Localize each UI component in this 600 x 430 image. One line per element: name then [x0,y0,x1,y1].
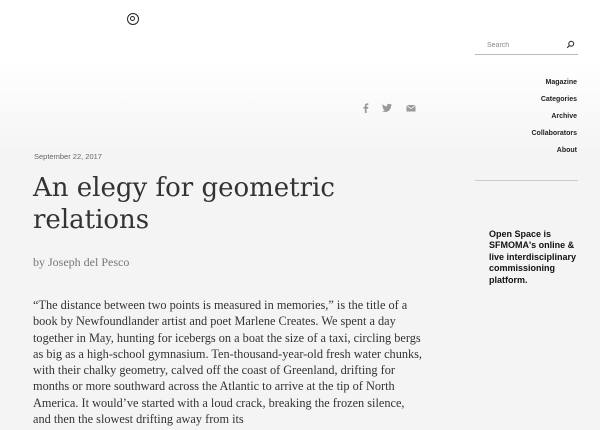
nav-item-collaborators[interactable]: Collaborators [531,130,577,137]
nav-item-about[interactable]: About [556,147,577,154]
search-field[interactable] [475,38,578,55]
facebook-icon[interactable] [360,102,372,114]
open-space-description: Open Space is SFMOMA's online & live interdisciplinary commissioning platform. [489,229,577,285]
nav-item-categories[interactable]: Categories [540,96,577,103]
nav-divider [475,180,578,181]
article-date: September 22, 2017 [34,152,102,161]
mail-icon[interactable] [405,102,417,114]
search-icon[interactable] [566,40,575,49]
sfmoma-logo-icon[interactable] [127,13,139,25]
nav-item-archive[interactable]: Archive [551,113,577,120]
article-title: An elegy for geometric relations [33,173,335,235]
article-byline: by Joseph del Pesco [33,255,130,269]
twitter-icon[interactable] [381,102,393,114]
article-body: “The distance between two points is measured in memories,” is the title of a book by Newfoundlander artist and poet Marlene Creates. We spent a day together in May, hunting for icebergs on a boat the size of a taxi, circling bergs as big as a high-school gymnasium. Ten-thousand-year-old fresh water chunks, with their chalky geometry, calved off the coast of Greenland, drifting for months or more southward across the Atlantic to arrive at the tip of North America. It would’ve started with a loud crack, breaking the frozen silence, and then the slowest drifting away from its [33,298,422,427]
search-input[interactable] [487,39,557,51]
nav-item-magazine[interactable]: Magazine [545,79,577,86]
main-nav [531,78,577,163]
